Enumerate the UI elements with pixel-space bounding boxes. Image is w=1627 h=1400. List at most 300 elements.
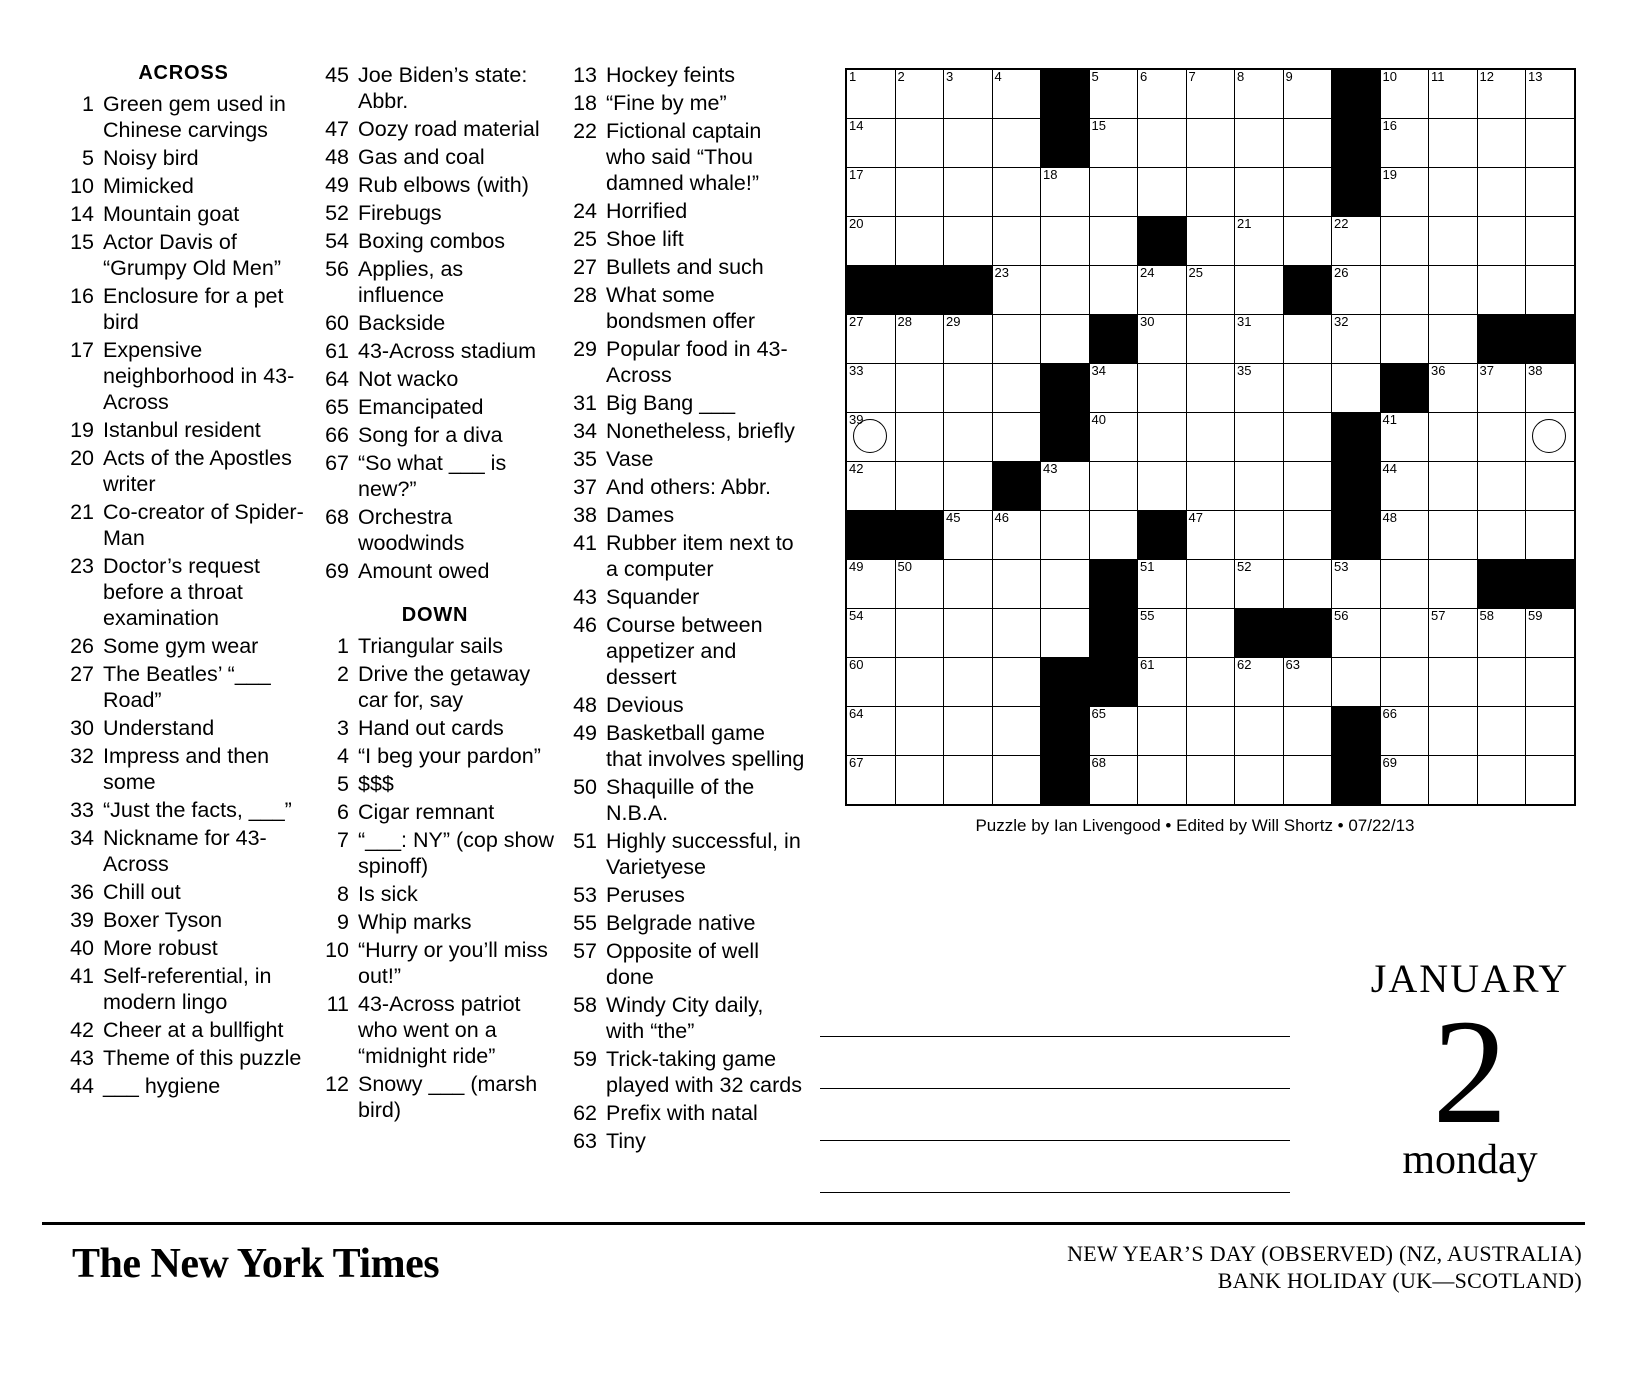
grid-cell[interactable] <box>1186 462 1235 511</box>
grid-cell[interactable] <box>1429 119 1478 168</box>
grid-cell[interactable] <box>1235 511 1284 560</box>
grid-cell[interactable] <box>1429 707 1478 756</box>
grid-cell[interactable] <box>1186 707 1235 756</box>
grid-cell[interactable] <box>1186 69 1235 119</box>
grid-row <box>846 756 1575 806</box>
clue-number: 46 <box>573 613 597 637</box>
grid-cell[interactable] <box>1138 707 1187 756</box>
grid-cell[interactable] <box>1235 756 1284 806</box>
grid-cell[interactable] <box>1235 560 1284 609</box>
grid-cell[interactable] <box>1186 658 1235 707</box>
clue-item <box>60 1017 307 1043</box>
grid-cell[interactable] <box>1429 413 1478 462</box>
grid-cell-number: 61 <box>1140 657 1155 672</box>
grid-cell[interactable] <box>944 168 993 217</box>
grid-cell[interactable] <box>1380 462 1429 511</box>
clue-text: Self-referential, in modern lingo <box>103 964 272 1014</box>
grid-cell[interactable] <box>895 217 944 266</box>
clue-text: ___ hygiene <box>103 1074 221 1098</box>
grid-cell[interactable] <box>1283 756 1332 806</box>
grid-cell[interactable] <box>895 315 944 364</box>
grid-cell[interactable] <box>1526 217 1575 266</box>
grid-cell[interactable] <box>992 217 1041 266</box>
grid-cell[interactable] <box>992 69 1041 119</box>
grid-cell[interactable] <box>1283 511 1332 560</box>
grid-cell[interactable] <box>895 462 944 511</box>
grid-cell[interactable] <box>1235 658 1284 707</box>
grid-cell[interactable] <box>846 119 895 168</box>
grid-cell[interactable] <box>1138 69 1187 119</box>
grid-cell[interactable] <box>1138 756 1187 806</box>
grid-cell[interactable] <box>992 658 1041 707</box>
grid-cell[interactable] <box>1089 364 1138 413</box>
grid-cell[interactable] <box>1138 462 1187 511</box>
grid-cell[interactable] <box>1089 413 1138 462</box>
grid-cell[interactable] <box>944 462 993 511</box>
grid-cell[interactable] <box>1380 119 1429 168</box>
grid-cell-number: 13 <box>1528 69 1543 84</box>
grid-row <box>846 609 1575 658</box>
note-line[interactable] <box>820 1141 1290 1193</box>
grid-cell[interactable] <box>1380 168 1429 217</box>
date-block <box>1355 955 1585 1184</box>
grid-cell-number: 66 <box>1382 706 1397 721</box>
grid-cell[interactable] <box>1089 707 1138 756</box>
grid-cell-block <box>1332 413 1381 462</box>
grid-cell-number: 11 <box>1431 69 1445 84</box>
grid-cell[interactable] <box>1186 756 1235 806</box>
grid-cell[interactable] <box>1429 560 1478 609</box>
grid-cell[interactable] <box>1089 462 1138 511</box>
grid-cell-number: 64 <box>849 706 864 721</box>
grid-cell[interactable] <box>1526 658 1575 707</box>
grid-cell[interactable] <box>1089 217 1138 266</box>
grid-cell[interactable] <box>1429 168 1478 217</box>
grid-cell-number: 35 <box>1237 363 1252 378</box>
grid-cell-number: 50 <box>897 559 912 574</box>
grid-cell[interactable] <box>944 413 993 462</box>
grid-cell[interactable] <box>1477 217 1526 266</box>
grid-cell[interactable] <box>1429 658 1478 707</box>
grid-cell[interactable] <box>1380 413 1429 462</box>
grid-row <box>846 462 1575 511</box>
grid-cell[interactable] <box>1526 413 1575 462</box>
grid-cell[interactable] <box>1332 364 1381 413</box>
grid-cell-number: 18 <box>1043 167 1058 182</box>
grid-cell[interactable] <box>1186 609 1235 658</box>
clue-item <box>563 1100 805 1126</box>
clue-text: Basketball game that involves spelling <box>606 721 805 771</box>
clue-text: More robust <box>103 936 218 960</box>
grid-cell[interactable] <box>846 560 895 609</box>
clue-number: 53 <box>573 883 597 907</box>
grid-cell[interactable] <box>1138 413 1187 462</box>
clue-number: 52 <box>325 201 349 225</box>
grid-cell[interactable] <box>1041 560 1090 609</box>
clue-number: 37 <box>573 475 597 499</box>
grid-cell[interactable] <box>1138 560 1187 609</box>
grid-cell[interactable] <box>1283 217 1332 266</box>
grid-cell-block <box>1283 266 1332 315</box>
grid-cell[interactable] <box>1380 315 1429 364</box>
grid-cell[interactable] <box>1477 658 1526 707</box>
clue-item <box>315 338 555 364</box>
grid-cell[interactable] <box>1332 266 1381 315</box>
grid-cell[interactable] <box>1186 315 1235 364</box>
clue-text: Actor Davis of “Grumpy Old Men” <box>103 230 282 280</box>
clue-item <box>563 828 805 880</box>
grid-cell[interactable] <box>944 609 993 658</box>
grid-cell[interactable] <box>895 560 944 609</box>
grid-cell[interactable] <box>895 413 944 462</box>
circled-cell-marker <box>1532 419 1566 453</box>
grid-cell[interactable] <box>1041 266 1090 315</box>
grid-cell[interactable] <box>1380 266 1429 315</box>
grid-cell[interactable] <box>1526 756 1575 806</box>
grid-cell[interactable] <box>1477 168 1526 217</box>
grid-cell[interactable] <box>895 364 944 413</box>
clue-text: Rubber item next to a computer <box>606 531 794 581</box>
grid-cell[interactable] <box>846 707 895 756</box>
clue-item <box>563 418 805 444</box>
grid-cell[interactable] <box>1526 168 1575 217</box>
clue-number: 21 <box>70 500 94 524</box>
grid-cell[interactable] <box>944 756 993 806</box>
grid-cell[interactable] <box>1235 707 1284 756</box>
grid-cell[interactable] <box>1186 364 1235 413</box>
clue-item <box>60 1073 307 1099</box>
grid-cell-number: 37 <box>1479 363 1494 378</box>
grid-cell[interactable] <box>1186 168 1235 217</box>
grid-cell[interactable] <box>1283 413 1332 462</box>
clue-item <box>563 502 805 528</box>
grid-cell[interactable] <box>895 119 944 168</box>
grid-cell-block <box>895 266 944 315</box>
grid-cell[interactable] <box>1138 266 1187 315</box>
grid-cell[interactable] <box>1429 462 1478 511</box>
clue-number: 66 <box>325 423 349 447</box>
grid-cell[interactable] <box>846 609 895 658</box>
grid-cell[interactable] <box>1380 756 1429 806</box>
crossword-grid-container <box>845 68 1576 836</box>
grid-cell[interactable] <box>895 756 944 806</box>
grid-cell[interactable] <box>1235 364 1284 413</box>
clue-item <box>315 991 555 1069</box>
grid-cell[interactable] <box>1380 69 1429 119</box>
grid-cell[interactable] <box>1380 707 1429 756</box>
grid-cell[interactable] <box>1041 609 1090 658</box>
grid-cell-number: 14 <box>849 118 864 133</box>
down-clue-list-1 <box>315 633 555 1123</box>
grid-cell[interactable] <box>992 266 1041 315</box>
grid-cell[interactable] <box>1526 69 1575 119</box>
grid-cell[interactable] <box>1477 266 1526 315</box>
clue-item <box>563 254 805 280</box>
grid-cell[interactable] <box>944 217 993 266</box>
grid-cell[interactable] <box>1477 413 1526 462</box>
grid-cell[interactable] <box>1332 658 1381 707</box>
grid-cell[interactable] <box>1429 69 1478 119</box>
grid-cell[interactable] <box>992 560 1041 609</box>
clue-text: 43-Across stadium <box>358 339 537 363</box>
grid-cell[interactable] <box>895 658 944 707</box>
grid-cell[interactable] <box>944 119 993 168</box>
clue-text: Mountain goat <box>103 202 240 226</box>
clue-item <box>60 715 307 741</box>
grid-cell[interactable] <box>1526 707 1575 756</box>
clue-item <box>563 992 805 1044</box>
grid-cell[interactable] <box>1041 217 1090 266</box>
grid-cell[interactable] <box>944 707 993 756</box>
clue-text: Emancipated <box>358 395 484 419</box>
clue-text: Applies, as influence <box>358 257 464 307</box>
grid-cell[interactable] <box>895 707 944 756</box>
grid-cell[interactable] <box>1186 413 1235 462</box>
grid-cell[interactable] <box>1526 462 1575 511</box>
clue-number: 48 <box>325 145 349 169</box>
clue-number: 49 <box>325 173 349 197</box>
clue-number: 5 <box>337 772 349 796</box>
grid-cell[interactable] <box>992 315 1041 364</box>
note-line[interactable] <box>820 1089 1290 1141</box>
grid-cell[interactable] <box>1283 69 1332 119</box>
grid-cell-number: 52 <box>1237 559 1252 574</box>
clue-item <box>563 774 805 826</box>
grid-cell[interactable] <box>1283 364 1332 413</box>
grid-cell-number: 40 <box>1091 412 1106 427</box>
grid-cell[interactable] <box>1477 756 1526 806</box>
clue-item <box>563 282 805 334</box>
clue-item <box>60 743 307 795</box>
grid-cell[interactable] <box>1235 413 1284 462</box>
grid-cell[interactable] <box>1041 511 1090 560</box>
grid-cell-block <box>1041 69 1090 119</box>
grid-cell[interactable] <box>1429 511 1478 560</box>
grid-cell[interactable] <box>992 707 1041 756</box>
grid-cell[interactable] <box>895 69 944 119</box>
clue-text: Belgrade native <box>606 911 756 935</box>
clue-item <box>60 553 307 631</box>
nyt-logo: The New York Times <box>72 1241 440 1287</box>
grid-cell[interactable] <box>1526 609 1575 658</box>
grid-cell[interactable] <box>1429 266 1478 315</box>
grid-cell-number: 51 <box>1140 559 1155 574</box>
grid-cell-block <box>1089 658 1138 707</box>
note-line[interactable] <box>820 985 1290 1037</box>
grid-cell-number: 69 <box>1382 755 1397 770</box>
clue-number: 50 <box>573 775 597 799</box>
grid-cell[interactable] <box>1089 266 1138 315</box>
grid-cell[interactable] <box>1526 511 1575 560</box>
grid-cell[interactable] <box>1089 168 1138 217</box>
grid-cell[interactable] <box>1380 560 1429 609</box>
grid-cell[interactable] <box>944 315 993 364</box>
clue-item <box>563 1128 805 1154</box>
grid-cell[interactable] <box>1089 511 1138 560</box>
grid-cell[interactable] <box>1138 168 1187 217</box>
grid-cell[interactable] <box>1526 364 1575 413</box>
grid-cell[interactable] <box>992 756 1041 806</box>
grid-cell[interactable] <box>1477 119 1526 168</box>
grid-cell[interactable] <box>1138 609 1187 658</box>
grid-cell[interactable] <box>1429 315 1478 364</box>
clue-number: 35 <box>573 447 597 471</box>
grid-cell[interactable] <box>1186 511 1235 560</box>
grid-cell[interactable] <box>1235 462 1284 511</box>
grid-cell[interactable] <box>1283 658 1332 707</box>
grid-cell[interactable] <box>1380 217 1429 266</box>
clue-number: 10 <box>325 938 349 962</box>
grid-cell-block <box>1332 69 1381 119</box>
grid-cell[interactable] <box>1332 315 1381 364</box>
grid-cell-number: 46 <box>994 510 1009 525</box>
note-line[interactable] <box>820 1037 1290 1089</box>
clue-item <box>315 633 555 659</box>
grid-cell[interactable] <box>1235 119 1284 168</box>
across-clue-list-2 <box>315 62 555 584</box>
grid-cell[interactable] <box>1283 560 1332 609</box>
clue-text: Trick-taking game played with 32 cards <box>606 1047 802 1097</box>
grid-cell[interactable] <box>1477 462 1526 511</box>
grid-cell[interactable] <box>895 168 944 217</box>
grid-cell[interactable] <box>846 168 895 217</box>
clue-item <box>60 879 307 905</box>
clue-number: 7 <box>337 828 349 852</box>
grid-cell[interactable] <box>1235 315 1284 364</box>
grid-cell[interactable] <box>992 364 1041 413</box>
grid-cell[interactable] <box>1235 266 1284 315</box>
grid-cell-number: 23 <box>994 265 1009 280</box>
grid-cell[interactable] <box>1429 756 1478 806</box>
grid-cell-number: 44 <box>1382 461 1397 476</box>
clue-text: Istanbul resident <box>103 418 261 442</box>
grid-cell[interactable] <box>1089 119 1138 168</box>
clue-text: The Beatles’ “___ Road” <box>103 662 271 712</box>
grid-cell[interactable] <box>895 609 944 658</box>
clue-text: $$$ <box>358 772 394 796</box>
clue-number: 16 <box>70 284 94 308</box>
grid-cell-number: 62 <box>1237 657 1252 672</box>
clue-text: Opposite of well done <box>606 939 759 989</box>
clue-number: 31 <box>573 391 597 415</box>
grid-cell[interactable] <box>1186 119 1235 168</box>
clue-text: “I beg your pardon” <box>358 744 541 768</box>
grid-cell[interactable] <box>1477 707 1526 756</box>
grid-cell[interactable] <box>1235 217 1284 266</box>
grid-row <box>846 364 1575 413</box>
grid-cell[interactable] <box>1283 168 1332 217</box>
grid-cell[interactable] <box>1380 658 1429 707</box>
clue-column-1 <box>60 62 315 1156</box>
grid-cell[interactable] <box>1429 609 1478 658</box>
grid-cell[interactable] <box>1283 119 1332 168</box>
crossword-grid[interactable] <box>845 68 1576 806</box>
clue-text: Squander <box>606 585 700 609</box>
grid-cell[interactable] <box>1380 609 1429 658</box>
grid-cell[interactable] <box>1477 364 1526 413</box>
clue-text: Whip marks <box>358 910 472 934</box>
grid-cell[interactable] <box>1041 462 1090 511</box>
grid-cell[interactable] <box>846 364 895 413</box>
footer-divider <box>42 1222 1585 1225</box>
grid-cell[interactable] <box>1429 217 1478 266</box>
grid-cell[interactable] <box>1089 756 1138 806</box>
clue-item <box>60 283 307 335</box>
grid-cell[interactable] <box>944 364 993 413</box>
grid-cell[interactable] <box>1089 69 1138 119</box>
grid-cell[interactable] <box>1526 119 1575 168</box>
grid-cell[interactable] <box>1332 609 1381 658</box>
grid-cell[interactable] <box>1138 658 1187 707</box>
clue-number: 9 <box>337 910 349 934</box>
grid-cell[interactable] <box>846 217 895 266</box>
grid-cell[interactable] <box>1429 364 1478 413</box>
clue-number: 19 <box>70 418 94 442</box>
grid-cell[interactable] <box>846 462 895 511</box>
grid-cell[interactable] <box>944 560 993 609</box>
clue-text: Hockey feints <box>606 63 736 87</box>
grid-cell[interactable] <box>1235 69 1284 119</box>
grid-cell[interactable] <box>1186 217 1235 266</box>
grid-cell[interactable] <box>992 609 1041 658</box>
grid-cell[interactable] <box>1526 266 1575 315</box>
grid-cell-number: 48 <box>1382 510 1397 525</box>
grid-cell[interactable] <box>846 315 895 364</box>
grid-cell[interactable] <box>1380 511 1429 560</box>
grid-cell[interactable] <box>846 69 895 119</box>
grid-cell[interactable] <box>992 119 1041 168</box>
clue-item <box>315 558 555 584</box>
grid-cell[interactable] <box>1041 315 1090 364</box>
grid-cell[interactable] <box>1332 560 1381 609</box>
clue-number: 62 <box>573 1101 597 1125</box>
clue-number: 6 <box>337 800 349 824</box>
grid-cell[interactable] <box>1477 511 1526 560</box>
grid-cell[interactable] <box>992 413 1041 462</box>
grid-cell[interactable] <box>1477 69 1526 119</box>
clue-text: Course between appetizer and dessert <box>606 613 763 689</box>
grid-cell[interactable] <box>1041 168 1090 217</box>
grid-cell[interactable] <box>1138 364 1187 413</box>
puzzle-byline: Puzzle by Ian Livengood • Edited by Will Shortz • 07/22/13 <box>975 816 1415 835</box>
grid-cell[interactable] <box>846 413 895 462</box>
grid-cell[interactable] <box>1283 315 1332 364</box>
grid-cell[interactable] <box>992 168 1041 217</box>
grid-cell-number: 32 <box>1334 314 1349 329</box>
grid-cell[interactable] <box>944 658 993 707</box>
grid-cell[interactable] <box>1186 560 1235 609</box>
grid-cell[interactable] <box>1477 609 1526 658</box>
grid-cell[interactable] <box>1235 168 1284 217</box>
grid-cell[interactable] <box>1283 707 1332 756</box>
clue-item <box>60 935 307 961</box>
grid-cell-number: 43 <box>1043 461 1058 476</box>
month-label: JANUARY <box>1370 956 1570 1001</box>
grid-cell[interactable] <box>944 69 993 119</box>
grid-cell[interactable] <box>1138 315 1187 364</box>
grid-cell[interactable] <box>1332 217 1381 266</box>
grid-cell[interactable] <box>1138 119 1187 168</box>
grid-cell[interactable] <box>846 756 895 806</box>
grid-cell[interactable] <box>1283 462 1332 511</box>
grid-cell[interactable] <box>992 511 1041 560</box>
grid-cell[interactable] <box>944 511 993 560</box>
grid-cell-number: 3 <box>946 69 954 84</box>
grid-cell[interactable] <box>1186 266 1235 315</box>
grid-cell[interactable] <box>846 658 895 707</box>
clue-number: 38 <box>573 503 597 527</box>
grid-row <box>846 266 1575 315</box>
